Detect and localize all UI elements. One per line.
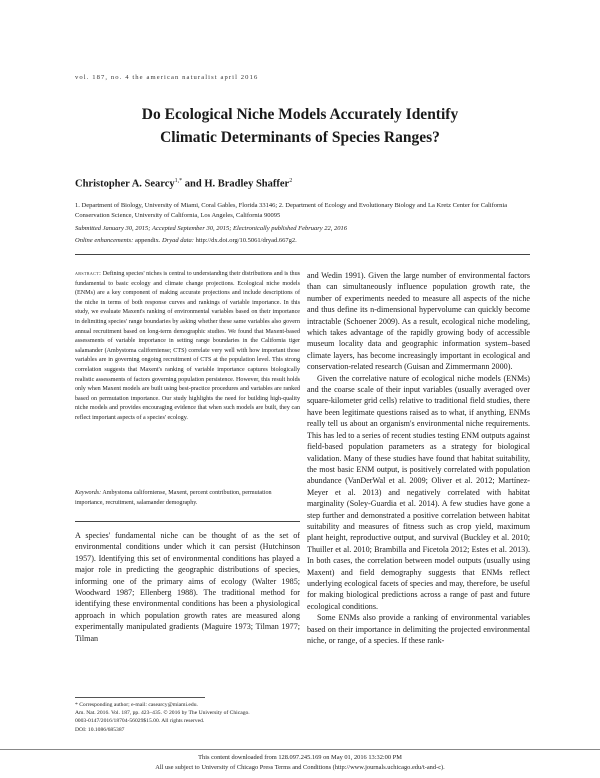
author-1-name: Christopher A. Searcy: [75, 178, 175, 190]
introduction-left-column: A species' fundamental niche can be thought of as the set of environmental conditions under which it can persist (Hutchinson 1957). Identifying this set of environmental conditions has played a major role in predicting the geographic distributions of species, informing one of the primary aims of ecology (Walter 1985; Woodward 1987; Ellenberg 1988). The traditional method for identifying these environmental conditions has been a physiological approach in which population growth rates are measured along experimentally manipulated gradients (Maguire 1973; Tilman 1977; Tilman: [75, 531, 300, 643]
footnote-divider: [75, 697, 205, 698]
dryad-label: Dryad data:: [162, 237, 194, 244]
paragraph: and Wedin 1991). Given the large number of environmental factors than can simultaneously influence population growth rate, the number of experiments needed to measure all aspects of the niche and thus define its n-dimensional hypervolume can quickly become intractable (Schoener 2009). As a result, ecological niche modeling, which takes advantage of the rapidly growing body of accessible museum locality data and geographic information system–based climate layers, has become increasingly important in ecological and conservation-related research (Guisan and Zimmermann 2000).: [307, 271, 530, 372]
dryad-link[interactable]: http://dx.doi.org/10.5061/dryad.667g2.: [193, 237, 297, 244]
citation-note: Am. Nat. 2016. Vol. 187, pp. 423–435. © 2016 by The University of Chicago.: [75, 710, 250, 717]
keywords: [75, 489, 300, 508]
abstract-label: abstract:: [75, 271, 102, 277]
online-enhancements-text: appendix.: [133, 237, 163, 244]
author-conjunction: and: [182, 178, 205, 190]
keywords-label: Keywords:: [75, 490, 102, 496]
submission-dates: Submitted January 30, 2015; Accepted September 30, 2015; Electronically published February 22, 2016: [75, 225, 348, 232]
corresponding-author-note: * Corresponding author; e-mail: casearcy@miami.edu.: [75, 702, 198, 708]
header-divider: [75, 254, 530, 255]
journal-running-header: vol. 187, no. 4 the american naturalist april 2016: [75, 74, 259, 81]
author-1-affiliation-marker: 1,*: [174, 178, 183, 184]
online-enhancements-label: Online enhancements:: [75, 237, 134, 244]
paragraph: Some ENMs also provide a ranking of environmental variables based on their importance in delimiting the projected environmental niche, or range, of a species. If these rank-: [307, 613, 530, 645]
author-2-name: H. Bradley Shaffer: [204, 178, 290, 190]
article-title-line-1: Do Ecological Niche Models Accurately Identify: [141, 106, 459, 123]
issn-note: 0003-0147/2016/18704-56029$15.00. All rights reserved.: [75, 718, 205, 725]
keywords-text: Ambystoma californiense, Maxent, percent contribution, permutation importance, recruitment, salamander demography.: [75, 490, 272, 506]
abstract-text: Defining species' niches is central to understanding their distributions and is thus fundamental to basic ecology and climate change projections. Ecological niche models (ENMs) are a key component of making accurate projections and include descriptions of the niche in terms of both response curves and rankings of variable importance. In this study, we evaluate Maxent's ranking of environmental variables based on their importance in delimiting species' range boundaries by asking whether these same variables also govern annual recruitment based on long-term demographic studies. We found that Maxent-based assessments of variable importance in setting range boundaries in the California tiger salamander (Ambystoma californiense; CTS) correlate very well with how important those variables are in governing ongoing recruitment of CTS at the population level. This strong correlation suggests that Maxent's ranking of variable importance captures biologically realistic assessments of factors governing population persistence. However, this result holds only when Maxent models are built using best-practice procedures and variables are ranked based on permutation importance. Our study highlights the need for building high-quality niche models and provides encouraging evidence that when such models are built, they can reflect important aspects of a species' ecology.: [75, 271, 300, 421]
author-line: [75, 178, 292, 190]
download-notice: This content downloaded from 128.097.245.169 on May 01, 2016 13:32:00 PM: [198, 754, 402, 761]
affiliations: 1. Department of Biology, University of Miami, Coral Gables, Florida 33146; 2. Department of Ecology and Evolutionary Biology and La Kretz Center for California Conservation Science, University of California, Los Angeles, California 90095: [75, 202, 508, 219]
abstract-divider: [75, 521, 300, 522]
introduction-right-column: [307, 270, 530, 646]
terms-notice: All use subject to University of Chicago Press Terms and Conditions (http://www.journals.uchicago.edu/t-and-c).: [155, 764, 445, 771]
footnotes: [75, 701, 300, 734]
author-2-affiliation-marker: 2: [289, 178, 293, 184]
footer-divider: [0, 749, 600, 750]
abstract: [75, 270, 300, 424]
article-title-line-2: Climatic Determinants of Species Ranges?: [160, 129, 440, 146]
doi-note: DOI: 10.1086/685387: [75, 726, 125, 733]
paragraph: Given the correlative nature of ecological niche models (ENMs) and the coarse scale of their input variables (usually averaged over square-kilometer grid cells) relative to traditional field studies, there have been legitimate questions raised as to what, if anything, ENMs really tell us about an organism's environmental niche requirements. This has led to a series of recent studies testing ENM outputs against field-based population parameters as a strategy for biological validation. Many of these studies have found that habitat suitability, the most basic ENM output, is positively correlated with population abundance (VanDerWal et al. 2009; Oliver et al. 2012; Martínez-Meyer et al. 2013) and negatively correlated with habitat marginality (Soley-Guardia et al. 2014). A few studies have gone a step further and demonstrated a positive correlation between habitat suitability and measures of fitness such as crop yield, maximum plant height, reproductive output, and survival (Buckley et al. 2010; Thuiller et al. 2010; Brambilla and Ficetola 2012; Estes et al. 2013). In both cases, the correlation between model outputs (usually using Maxent) and field demography suggests that ENMs reflect underlying ecological facets of species and may, therefore, be useful for making biological predictions across a range of past and future ecological conditions.: [307, 373, 530, 611]
online-enhancements: [75, 236, 530, 246]
